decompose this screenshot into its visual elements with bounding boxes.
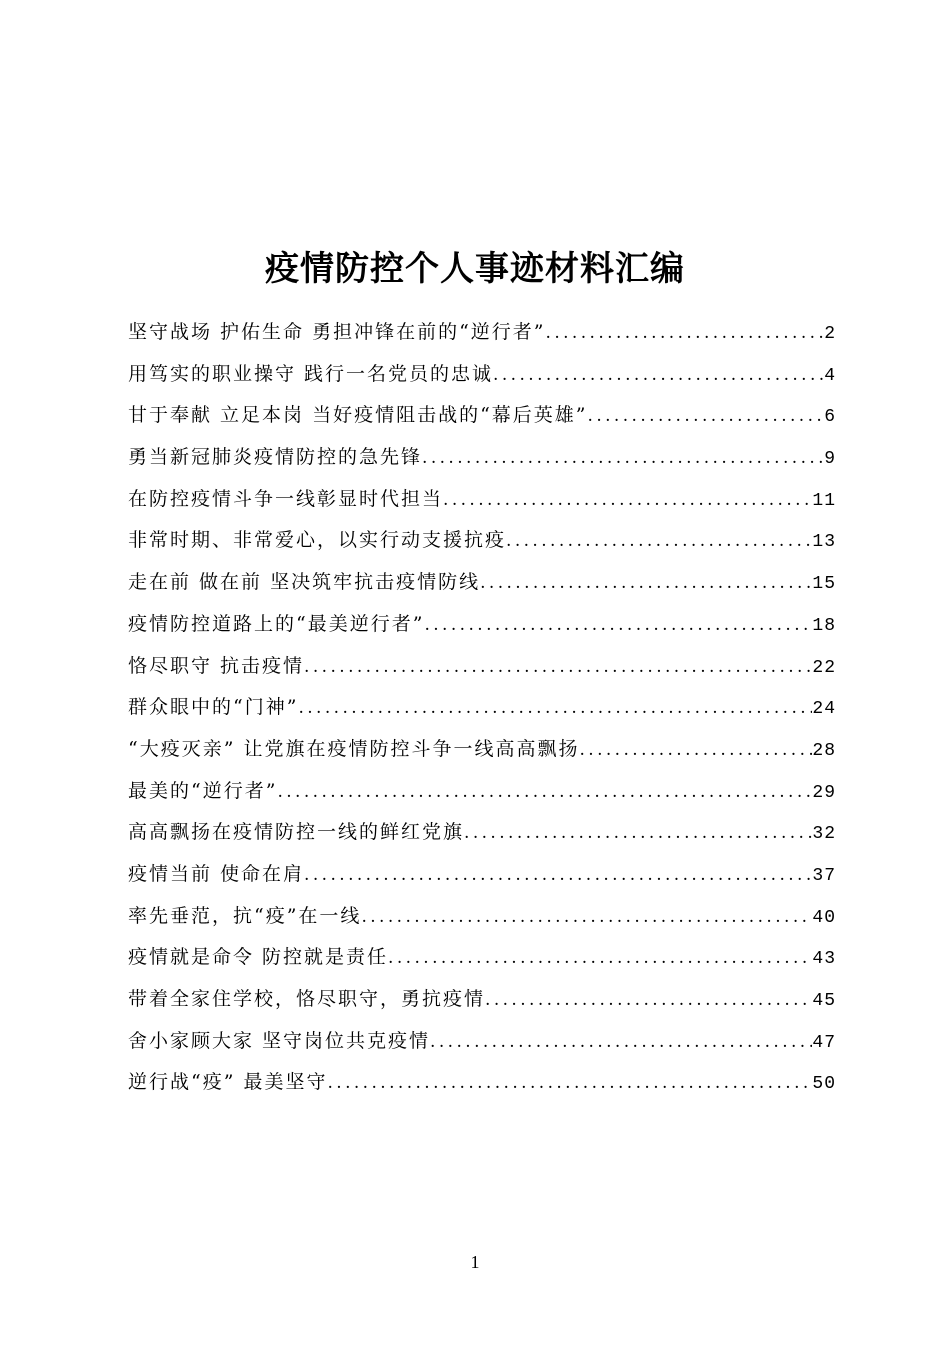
toc-dot-leader [493,355,824,397]
toc-entry[interactable] [128,937,836,979]
toc-entry-title: 逆行战“疫” 最美坚守 [128,1071,328,1094]
toc-entry-title: 走在前 做在前 坚决筑牢抗击疫情防线 [128,571,481,594]
toc-dot-leader [464,813,812,855]
table-of-contents [128,312,836,1104]
toc-entry-page: 47 [812,1032,836,1053]
toc-dot-leader [361,897,812,939]
toc-entry[interactable] [128,562,836,604]
toc-entry-page: 9 [824,449,836,470]
toc-entry-title: 非常时期、非常爱心，以实行动支援抗疫 [128,529,507,552]
toc-dot-leader [485,980,812,1022]
toc-entry-page: 6 [824,407,836,428]
toc-entry-page: 4 [824,365,836,386]
toc-entry-title: 带着全家住学校，恪尽职守，勇抗疫情 [128,988,486,1010]
toc-entry-page: 40 [812,907,836,928]
toc-entry-title: 率先垂范，抗“疫”在一线 [128,904,362,927]
toc-entry-page: 32 [812,824,836,845]
toc-entry[interactable] [128,854,836,896]
toc-dot-leader [304,855,812,897]
toc-entry-page: 50 [812,1074,836,1095]
toc-entry-title: 疫情当前 使命在肩 [128,862,305,885]
toc-dot-leader [424,605,812,647]
toc-entry-page: 43 [812,949,836,970]
toc-entry[interactable] [128,354,836,396]
toc-dot-leader [388,938,812,980]
page-number: 1 [470,1252,480,1272]
toc-entry-title: 在防控疫情斗争一线彰显时代担当 [128,487,444,510]
toc-entry-title: 甘于奉献 立足本岗 当好疫情阻击战的“幕后英雄” [128,404,588,427]
toc-entry-title: 用笃实的职业操守 践行一名党员的忠诚 [128,362,494,385]
toc-dot-leader [277,772,812,814]
toc-entry[interactable] [128,1062,836,1104]
toc-dot-leader [430,1022,812,1064]
toc-dot-leader [327,1063,812,1105]
toc-entry[interactable] [128,479,836,521]
toc-entry[interactable] [128,979,836,1021]
toc-dot-leader [506,521,812,563]
toc-entry-title: 疫情防控道路上的“最美逆行者” [128,612,425,635]
toc-entry[interactable] [128,646,836,688]
toc-entry-title: 勇当新冠肺炎疫情防控的急先锋 [128,446,423,469]
toc-entry-title: 舍小家顾大家 坚守岗位共克疫情 [128,1029,431,1052]
toc-dot-leader [579,730,812,772]
toc-entry-title: 坚守战场 护佑生命 勇担冲锋在前的“逆行者” [128,321,546,343]
toc-entry[interactable] [128,771,836,813]
toc-entry-title: “大疫灭亲” 让党旗在疫情防控斗争一线高高飘扬 [128,737,580,760]
toc-entry-title: 最美的“逆行者” [128,779,278,802]
toc-entry[interactable] [128,604,836,646]
toc-entry-title: 高高飘扬在疫情防控一线的鲜红党旗 [128,821,465,844]
toc-entry-page: 24 [812,699,836,720]
toc-entry-title: 恪尽职守 抗击疫情 [128,654,305,677]
toc-entry[interactable] [128,437,836,479]
toc-dot-leader [422,438,824,480]
toc-dot-leader [480,563,812,605]
toc-dot-leader [588,396,825,438]
toc-entry[interactable] [128,812,836,854]
toc-dot-leader [304,647,812,689]
toc-dot-leader [298,688,812,730]
toc-entry-page: 37 [812,865,836,886]
toc-entry[interactable] [128,312,836,354]
toc-entry-page: 22 [812,657,836,678]
toc-entry-page: 13 [812,532,836,553]
toc-entry-page: 2 [824,324,836,344]
toc-dot-leader [443,480,812,522]
toc-entry[interactable] [128,520,836,562]
toc-entry[interactable] [128,1021,836,1063]
document-title: 疫情防控个人事迹材料汇编 [265,248,685,289]
toc-entry[interactable] [128,729,836,771]
toc-entry[interactable] [128,896,836,938]
toc-entry-page: 15 [812,574,836,595]
toc-entry-title: 疫情就是命令 防控就是责任 [128,946,389,969]
toc-entry[interactable] [128,687,836,729]
toc-entry-page: 45 [812,991,836,1011]
toc-dot-leader [546,313,825,355]
toc-entry-page: 18 [812,615,836,636]
toc-entry-page: 28 [812,740,836,761]
toc-entry-title: 群众眼中的“门神” [128,696,299,719]
toc-entry-page: 11 [812,490,836,511]
toc-entry-page: 29 [812,782,836,803]
toc-entry[interactable] [128,395,836,437]
